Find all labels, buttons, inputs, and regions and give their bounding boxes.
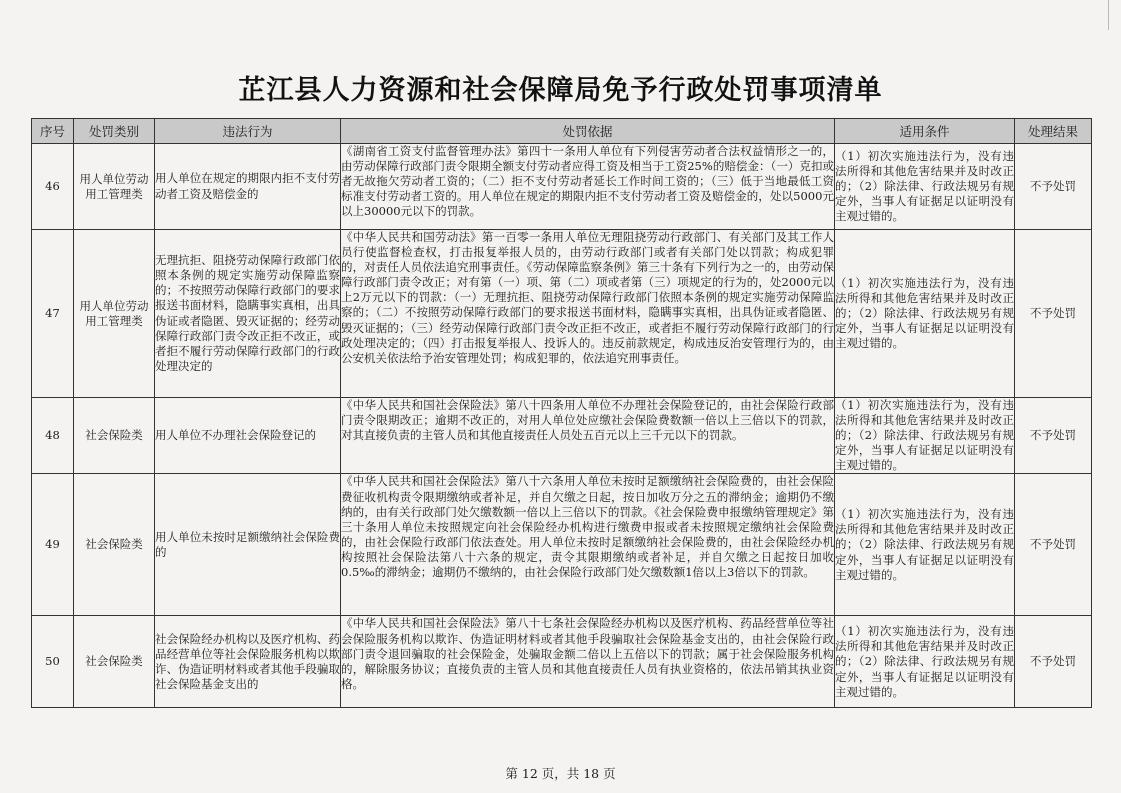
- row-basis: 《中华人民共和国社会保险法》第八十七条社会保险经办机构以及医疗机构、药品经营单位等社会保险服务机构以欺诈、伪造证明材料或者其他手段骗取社会保险基金支出的，由社会保险行政部门责令退回骗取的社会保险金，处骗取金额二倍以上五倍以下的罚款；属于社会保险服务机构的，解除服务协议；直接负责的主管人员和其他直接责任人员有执业资格的，依法吊销其执业资格。: [341, 616, 835, 708]
- row-act: 用人单位在规定的期限内拒不支付劳动者工资及赔偿金的: [155, 144, 341, 230]
- header-act: 违法行为: [155, 119, 341, 144]
- row-condition: （1）初次实施违法行为，没有违法所得和其他危害结果并及时改正的；（2）除法律、行政法规另有规定外，当事人有证据足以证明没有主观过错的。: [835, 616, 1015, 708]
- row-seq: 48: [32, 398, 74, 474]
- table-row: [32, 474, 1092, 616]
- row-condition: （1）初次实施违法行为，没有违法所得和其他危害结果并及时改正的；（2）除法律、行政法规另有规定外，当事人有证据足以证明没有主观过错的。: [835, 230, 1015, 398]
- header-seq: 序号: [32, 119, 74, 144]
- row-category: 社会保险类: [74, 616, 155, 708]
- row-condition: （1）初次实施违法行为，没有违法所得和其他危害结果并及时改正的；（2）除法律、行政法规另有规定外，当事人有证据足以证明没有主观过错的。: [835, 398, 1014, 473]
- page-number: 第 12 页，共 18 页: [505, 766, 616, 781]
- row-result: 不予处罚: [1015, 230, 1092, 398]
- row-category: 用人单位劳动用工管理类: [74, 144, 155, 230]
- header-basis: 处罚依据: [341, 119, 835, 144]
- row-seq: 50: [32, 616, 74, 708]
- row-basis: 《湖南省工资支付监督管理办法》第四十一条用人单位有下列侵害劳动者合法权益情形之一的，由劳动保障行政部门责令限期全额支付劳动者应得工资及相当于工资25%的赔偿金：（一）克扣或者无故拖欠劳动者工资的；（二）拒不支付劳动者延长工作时间工资的；（三）低于当地最低工资标准支付劳动者工资的。用人单位在规定的期限内拒不支付劳动者工资及赔偿金的，处以5000元以上30000元以下的罚款。: [341, 144, 835, 230]
- table-row: [32, 144, 1092, 230]
- row-basis: 《中华人民共和国社会保险法》第八十四条用人单位不办理社会保险登记的，由社会保险行政部门责令限期改正；逾期不改正的，对用人单位处应缴社会保险费数额一倍以上三倍以下的罚款，对其直接负责的主管人员和其他直接责任人员处五百元以上三千元以下的罚款。: [341, 398, 835, 474]
- row-seq: 46: [32, 144, 74, 230]
- table-row: [32, 230, 1092, 398]
- table-row: [32, 616, 1092, 708]
- row-result: 不予处罚: [1015, 144, 1092, 230]
- row-basis: 《中华人民共和国社会保险法》第八十六条用人单位未按时足额缴纳社会保险费的，由社会保险费征收机构责令限期缴纳或者补足，并自欠缴之日起，按日加收万分之五的滞纳金；逾期仍不缴纳的，由有关行政部门处欠缴数额一倍以上三倍以下的罚款。《社会保险费申报缴纳管理规定》第三十条用人单位未按照规定向社会保险经办机构进行缴费申报或者未按照规定缴纳社会保险费的，由社会保险行政部门依法查处。用人单位未按时足额缴纳社会保险费的，由社会保险经办机构按照社会保险法第八十六条的规定，责令其限期缴纳或者补足，并自欠缴之日起按日加收0.5‰的滞纳金；逾期仍不缴纳的，由社会保险行政部门处欠缴数额1倍以上3倍以下的罚款。: [341, 474, 835, 616]
- header-category: 处罚类别: [74, 119, 155, 144]
- document-title: 芷江县人力资源和社会保障局免予行政处罚事项清单: [238, 75, 883, 106]
- row-result: 不予处罚: [1015, 616, 1092, 708]
- row-category: 社会保险类: [74, 474, 155, 616]
- row-basis: 《中华人民共和国劳动法》第一百零一条用人单位无理阻挠劳动行政部门、有关部门及其工作人员行使监督检查权，打击报复举报人员的，由劳动行政部门或者有关部门处以罚款；构成犯罪的，对责任人员依法追究刑事责任。《劳动保障监察条例》第三十条有下列行为之一的，由劳动保障行政部门责令改正；对有第（一）项、第（二）项或者第（三）项规定的行为的，处2000元以上2万元以下的罚款：（一）无理抗拒、阻挠劳动保障行政部门依照本条例的规定实施劳动保障监察的；（二）不按照劳动保障行政部门的要求报送书面材料，隐瞒事实真相，出具伪证或者隐匿、毁灭证据的；（三）经劳动保障行政部门责令改正拒不改正，或者拒不履行劳动保障行政部门的行政处理决定的；（四）打击报复举报人、投诉人的。违反前款规定，构成违反治安管理行为的，由公安机关依法给予治安管理处罚；构成犯罪的，依法追究刑事责任。: [341, 230, 835, 398]
- row-condition: （1）初次实施违法行为，没有违法所得和其他危害结果并及时改正的；（2）除法律、行政法规另有规定外，当事人有证据足以证明没有主观过错的。: [835, 144, 1015, 230]
- penalty-exemption-table: [31, 118, 1092, 708]
- row-result: 不予处罚: [1015, 398, 1092, 474]
- row-act: 用人单位未按时足额缴纳社会保险费的: [155, 474, 341, 616]
- row-result: 不予处罚: [1015, 474, 1092, 616]
- row-seq: 49: [32, 474, 74, 616]
- row-condition: （1）初次实施违法行为，没有违法所得和其他危害结果并及时改正的；（2）除法律、行政法规另有规定外，当事人有证据足以证明没有主观过错的。: [835, 474, 1015, 616]
- header-condition: 适用条件: [835, 119, 1015, 144]
- row-act: 用人单位不办理社会保险登记的: [155, 398, 341, 474]
- row-act: 无理抗拒、阻挠劳动保障行政部门依照本条例的规定实施劳动保障监察的；不按照劳动保障行政部门的要求报送书面材料，隐瞒事实真相，出具伪证或者隐匿、毁灭证据的；经劳动保障行政部门责令改正拒不改正，或者拒不履行劳动保障行政部门的行政处理决定的: [155, 230, 341, 398]
- table-row: [32, 398, 1092, 474]
- row-seq: 47: [32, 230, 74, 398]
- header-result: 处理结果: [1015, 119, 1092, 144]
- row-category: 社会保险类: [74, 398, 155, 474]
- row-act: 社会保险经办机构以及医疗机构、药品经营单位等社会保险服务机构以欺诈、伪造证明材料或者其他手段骗取社会保险基金支出的: [155, 616, 341, 708]
- page-corner-mark: [1108, 0, 1121, 30]
- table-header-row: [32, 119, 1092, 144]
- row-category: 用人单位劳动用工管理类: [74, 230, 155, 398]
